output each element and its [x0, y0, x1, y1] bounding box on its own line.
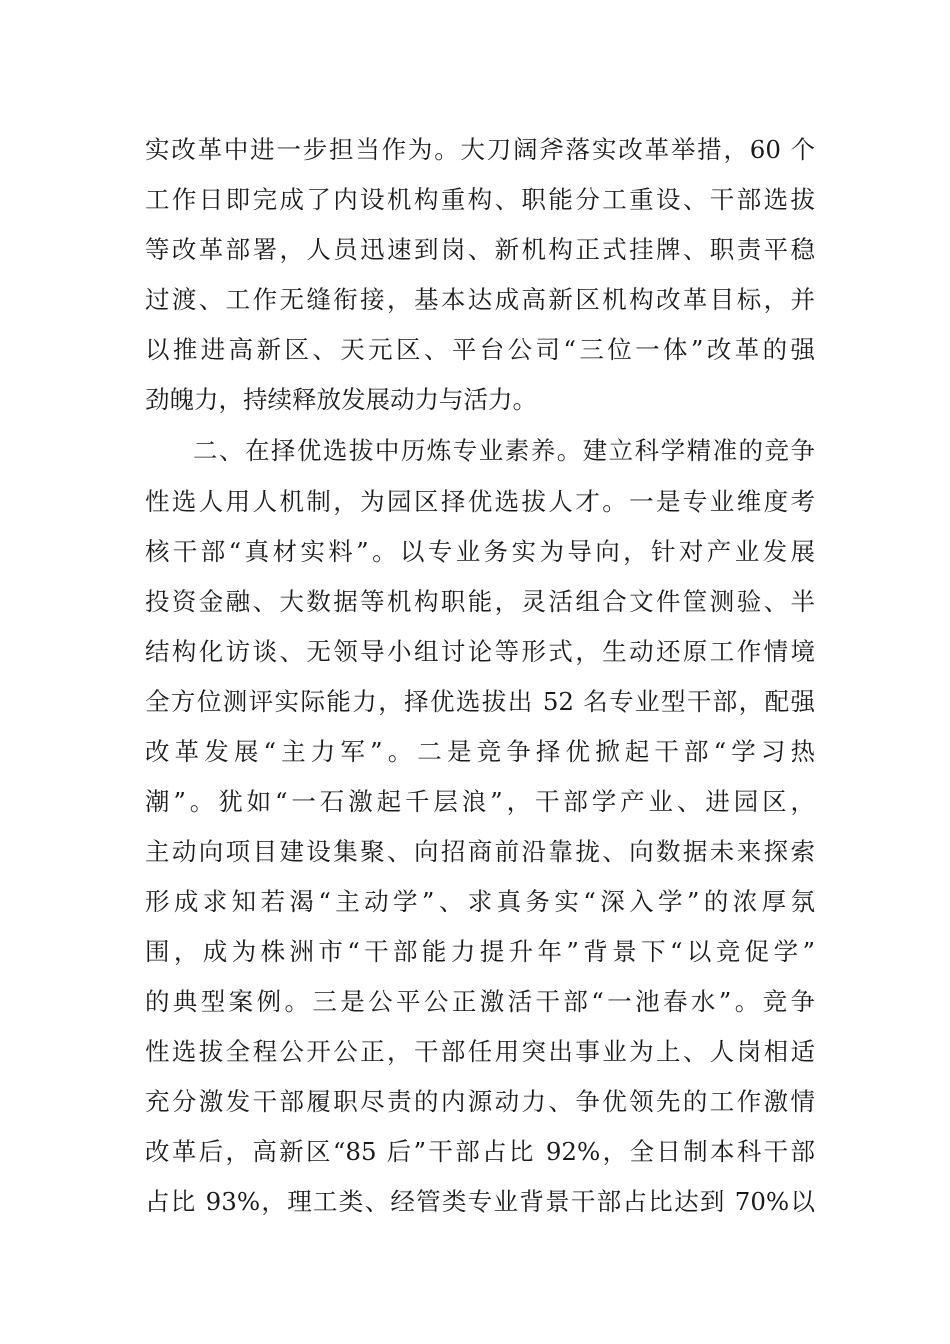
text-line: 投资金融、大数据等机构职能，灵活组合文件筐测验、半: [145, 587, 815, 616]
text-line: 潮”。犹如“一石激起千层浪”，干部学产业、进园区，: [145, 787, 815, 816]
text-line: 围，成为株洲市“干部能力提升年”背景下“以竞促学”: [145, 937, 815, 966]
text-line: 的典型案例。三是公平公正激活干部“一池春水”。竞争: [145, 987, 815, 1016]
text-line: 改革后，高新区“85 后”干部占比 92%，全日制本科干部: [145, 1137, 815, 1166]
text-line: 以推进高新区、天元区、平台公司“三位一体”改革的强: [145, 335, 815, 364]
text-line: 占比 93%，理工类、经管类专业背景干部占比达到 70%以: [145, 1187, 815, 1216]
paragraph-heading-line: 二、在择优选拔中历炼专业素养。建立科学精准的竞争: [193, 436, 815, 465]
text-line: 等改革部署，人员迅速到岗、新机构正式挂牌、职责平稳: [145, 235, 815, 264]
text-line: 核干部“真材实料”。以专业务实为导向，针对产业发展: [145, 537, 815, 566]
text-line: 实改革中进一步担当作为。大刀阔斧落实改革举措，60 个: [145, 135, 815, 164]
text-line: 结构化访谈、无领导小组讨论等形式，生动还原工作情境: [145, 637, 815, 666]
text-line: 工作日即完成了内设机构重构、职能分工重设、干部选拔: [145, 185, 815, 214]
text-line: 主动向项目建设集聚、向招商前沿靠拢、向数据未来探索: [145, 837, 815, 866]
text-line: 充分激发干部履职尽责的内源动力、争优领先的工作激情: [145, 1087, 815, 1116]
text-line: 过渡、工作无缝衔接，基本达成高新区机构改革目标，并: [145, 285, 815, 314]
text-line: 性选人用人机制，为园区择优选拔人才。一是专业维度考: [145, 487, 815, 516]
text-line: 性选拔全程公开公正，干部任用突出事业为上、人岗相适: [145, 1037, 815, 1066]
text-line: 劲魄力，持续释放发展动力与活力。: [145, 385, 537, 414]
text-line: 改革发展“主力军”。二是竞争择优掀起干部“学习热: [145, 737, 815, 766]
text-line: 全方位测评实际能力，择优选拔出 52 名专业型干部，配强: [145, 687, 815, 716]
text-line: 形成求知若渴“主动学”、求真务实“深入学”的浓厚氛: [145, 887, 815, 916]
